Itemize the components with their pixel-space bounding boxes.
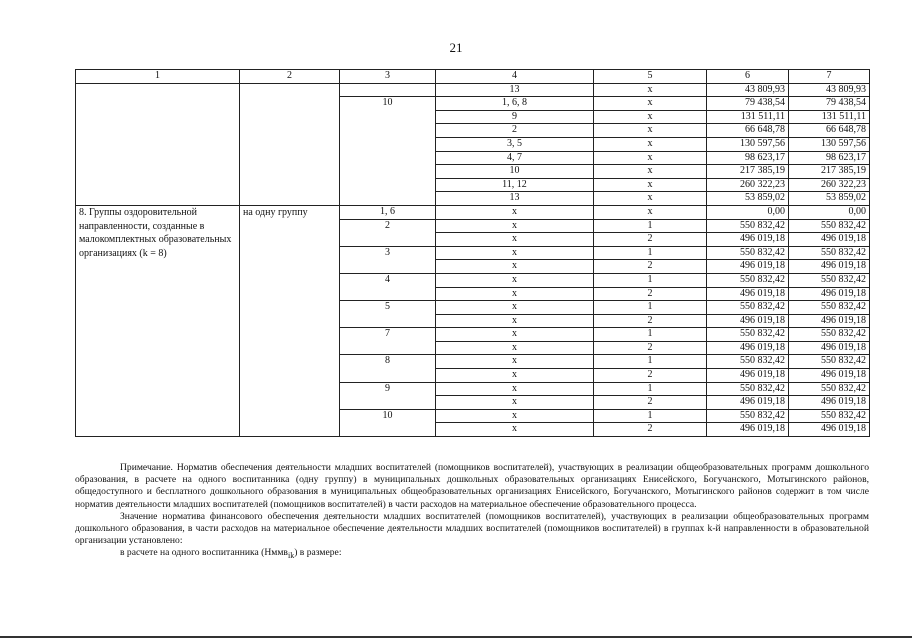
- table-cell: х: [594, 205, 707, 219]
- table-cell: 2: [594, 423, 707, 437]
- table-cell: 10: [340, 409, 436, 436]
- table-cell: 2: [594, 233, 707, 247]
- column-header: 6: [707, 70, 789, 84]
- table-cell: 550 832,42: [707, 219, 789, 233]
- table-cell: х: [436, 396, 594, 410]
- table-cell: 9: [436, 110, 594, 124]
- table-cell: 496 019,18: [789, 314, 870, 328]
- table-cell: 217 385,19: [789, 165, 870, 179]
- table-cell: 550 832,42: [789, 382, 870, 396]
- table-cell: 2: [340, 219, 436, 246]
- table-cell: 496 019,18: [789, 341, 870, 355]
- table-cell: х: [594, 83, 707, 97]
- table-cell: 550 832,42: [789, 301, 870, 315]
- table-cell: 496 019,18: [707, 287, 789, 301]
- table-cell: 550 832,42: [707, 273, 789, 287]
- table-cell: 130 597,56: [789, 137, 870, 151]
- table-cell: 1: [594, 328, 707, 342]
- table-cell: х: [594, 124, 707, 138]
- table-cell: [240, 83, 340, 205]
- table-cell: х: [436, 273, 594, 287]
- table-cell: 79 438,54: [789, 97, 870, 111]
- table-cell: 53 859,02: [789, 192, 870, 206]
- table-cell: 3, 5: [436, 137, 594, 151]
- table-cell: 3: [340, 246, 436, 273]
- table-cell: 550 832,42: [789, 273, 870, 287]
- table-cell: 260 322,23: [707, 178, 789, 192]
- table-cell: 98 623,17: [789, 151, 870, 165]
- table-cell: х: [436, 355, 594, 369]
- table-cell: 9: [340, 382, 436, 409]
- table-cell: 43 809,93: [789, 83, 870, 97]
- table-cell: х: [436, 246, 594, 260]
- table-cell: 0,00: [789, 205, 870, 219]
- table-cell: х: [436, 287, 594, 301]
- scan-bottom-edge: [0, 636, 912, 638]
- page-number: 21: [449, 40, 463, 55]
- table-cell: 2: [594, 341, 707, 355]
- table-cell: 217 385,19: [707, 165, 789, 179]
- table-cell: 13: [436, 192, 594, 206]
- table-cell: 496 019,18: [789, 287, 870, 301]
- table-cell: х: [436, 260, 594, 274]
- table-cell: 496 019,18: [707, 369, 789, 383]
- table-cell: 131 511,11: [707, 110, 789, 124]
- table-cell: 496 019,18: [707, 233, 789, 247]
- table-cell: 79 438,54: [707, 97, 789, 111]
- table-cell: 8: [340, 355, 436, 382]
- table-cell: 1: [594, 382, 707, 396]
- table-cell: 130 597,56: [707, 137, 789, 151]
- table-cell: 550 832,42: [789, 409, 870, 423]
- table-cell: 496 019,18: [789, 233, 870, 247]
- table-cell: 496 019,18: [789, 423, 870, 437]
- table-cell: 260 322,23: [789, 178, 870, 192]
- norm-table: [75, 69, 870, 437]
- table-cell: х: [436, 382, 594, 396]
- column-header: 4: [436, 70, 594, 84]
- table-cell: х: [436, 205, 594, 219]
- table-cell: 496 019,18: [789, 260, 870, 274]
- column-header: 5: [594, 70, 707, 84]
- table-cell: 2: [594, 369, 707, 383]
- table-cell: 550 832,42: [707, 409, 789, 423]
- table-cell: 550 832,42: [707, 328, 789, 342]
- table-cell: 1: [594, 219, 707, 233]
- table-cell: х: [594, 192, 707, 206]
- table-cell: 550 832,42: [707, 246, 789, 260]
- table-cell: х: [594, 110, 707, 124]
- table-cell: 4, 7: [436, 151, 594, 165]
- group-label: 8. Группы оздоровительной направленности, созданные в малокомплектных образовательных организациях (k = 8): [76, 205, 240, 436]
- table-cell: 1, 6, 8: [436, 97, 594, 111]
- table-cell: х: [436, 219, 594, 233]
- table-cell: х: [436, 409, 594, 423]
- table-cell: 496 019,18: [707, 260, 789, 274]
- unit-label: на одну группу: [240, 205, 340, 436]
- table-cell: х: [594, 137, 707, 151]
- table-cell: 550 832,42: [707, 382, 789, 396]
- table-cell: х: [436, 423, 594, 437]
- note-paragraph-1: Примечание. Норматив обеспечения деятельности младших воспитателей (помощников воспитателей), участвующих в реализации общеобразовательных программ дошкольного образования, в расчете на одного воспитанника (одну группу) в муниципальных дошкольных образовательных организациях Енисейского, Богучанского, Мотыгинского районов, общедоступного и бесплатного дошкольного образования в муниципальных общеобразовательных организациях Енисейского, Богучанского, Мотыгинского районов содержит в том числе норматив деятельности младших воспитателей (помощников воспитателей) в части расходов на материальное обеспечение образовательного процесса.: [75, 462, 869, 510]
- table-cell: [340, 83, 436, 97]
- table-cell: 2: [594, 314, 707, 328]
- table-cell: х: [594, 165, 707, 179]
- table-cell: 7: [340, 328, 436, 355]
- table-cell: 131 511,11: [789, 110, 870, 124]
- table-cell: 496 019,18: [789, 396, 870, 410]
- table-cell: 66 648,78: [789, 124, 870, 138]
- table-cell: 11, 12: [436, 178, 594, 192]
- table-cell: 2: [594, 287, 707, 301]
- table-cell: 496 019,18: [707, 314, 789, 328]
- table-cell: х: [594, 151, 707, 165]
- table-cell: 4: [340, 273, 436, 300]
- table-cell: 1: [594, 246, 707, 260]
- table-cell: 550 832,42: [789, 328, 870, 342]
- table-cell: 10: [436, 165, 594, 179]
- table-cell: х: [436, 369, 594, 383]
- column-header: 2: [240, 70, 340, 84]
- table-cell: 2: [594, 260, 707, 274]
- table-cell: х: [436, 301, 594, 315]
- table-cell: х: [436, 328, 594, 342]
- table-cell: 1: [594, 355, 707, 369]
- note-paragraph-3: в расчете на одного воспитанника (Нммв$_{ik}$) в размере:: [120, 547, 342, 561]
- table-cell: 98 623,17: [707, 151, 789, 165]
- table-cell: 5: [340, 301, 436, 328]
- column-header: 3: [340, 70, 436, 84]
- table-cell: 550 832,42: [789, 246, 870, 260]
- table-cell: 550 832,42: [789, 355, 870, 369]
- table-cell: 10: [340, 97, 436, 206]
- table-cell: 1, 6: [340, 205, 436, 219]
- table-cell: 2: [436, 124, 594, 138]
- table-cell: х: [594, 97, 707, 111]
- table-cell: 1: [594, 273, 707, 287]
- table-row: [76, 205, 870, 219]
- table-cell: 496 019,18: [707, 396, 789, 410]
- table-cell: 550 832,42: [707, 355, 789, 369]
- table-cell: 550 832,42: [789, 219, 870, 233]
- table-cell: х: [594, 178, 707, 192]
- notes-section: [75, 462, 869, 563]
- table-cell: 2: [594, 396, 707, 410]
- table-row: [76, 83, 870, 97]
- table-header-row: [76, 70, 870, 84]
- table-cell: 43 809,93: [707, 83, 789, 97]
- table-cell: 496 019,18: [789, 369, 870, 383]
- table-cell: 13: [436, 83, 594, 97]
- table-cell: 53 859,02: [707, 192, 789, 206]
- table-cell: 550 832,42: [707, 301, 789, 315]
- table-cell: 1: [594, 409, 707, 423]
- table-cell: 1: [594, 301, 707, 315]
- column-header: 1: [76, 70, 240, 84]
- column-header: 7: [789, 70, 870, 84]
- table-cell: 66 648,78: [707, 124, 789, 138]
- table-cell: 496 019,18: [707, 423, 789, 437]
- table-cell: х: [436, 233, 594, 247]
- table-cell: [76, 83, 240, 205]
- table-cell: 0,00: [707, 205, 789, 219]
- table-cell: х: [436, 341, 594, 355]
- table-cell: х: [436, 314, 594, 328]
- note-paragraph-2: Значение норматива финансового обеспечения деятельности младших воспитателей (помощников воспитателей), участвующих в реализации общеобразовательных программ дошкольного образования, в части расходов на материальное обеспечение деятельности младших воспитателей (помощников воспитателей) в группах k-й направленности в образовательной организации установлено:: [75, 510, 869, 547]
- table-cell: 496 019,18: [707, 341, 789, 355]
